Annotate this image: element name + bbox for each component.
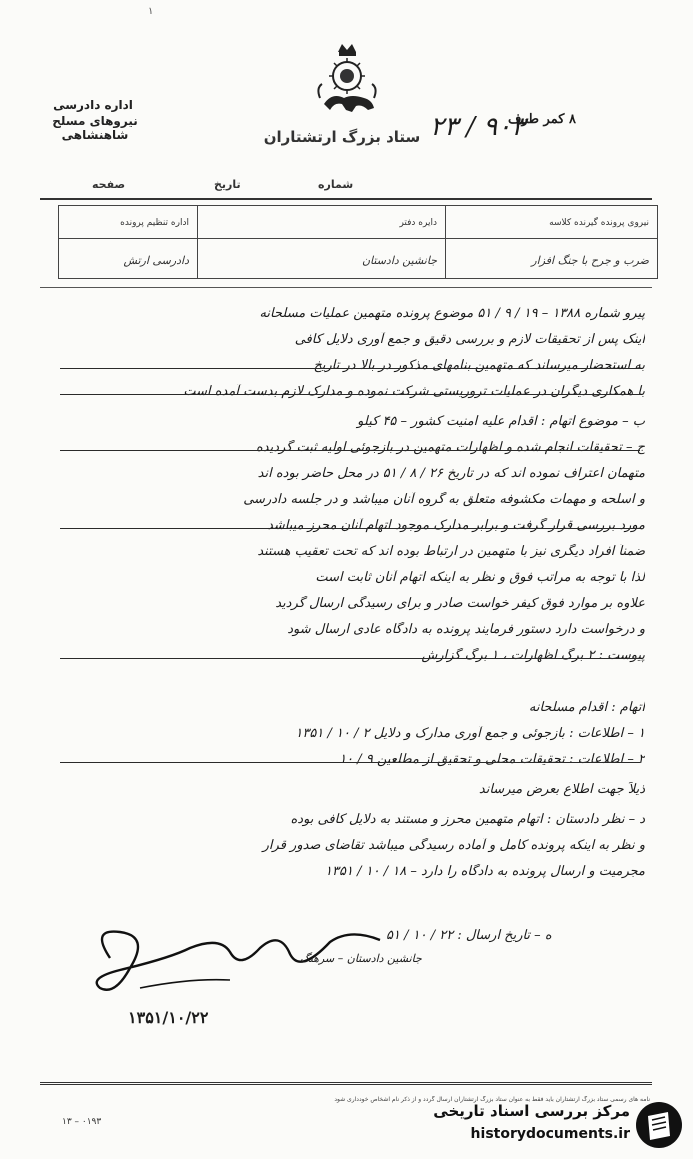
archive-logo-icon bbox=[634, 1100, 684, 1154]
strikethrough-line bbox=[60, 528, 640, 529]
body-line: ۱ – اطلاعات : بازجوئی و جمع آوری مدارک و دلایل ۲ / ۱۰ / ۱۳۵۱ bbox=[295, 726, 645, 741]
number-label: شماره bbox=[318, 178, 354, 191]
strikethrough-line bbox=[60, 394, 640, 395]
watermark-url: historydocuments.ir bbox=[470, 1126, 630, 1142]
table-cell: دادرسی ارتش bbox=[123, 254, 189, 267]
table-cell: اداره تنظیم پرونده bbox=[120, 218, 189, 228]
watermark-title: مرکز بررسی اسناد تاریخی bbox=[433, 1102, 630, 1120]
table-cell: جانشین دادستان bbox=[361, 254, 437, 267]
strikethrough-line bbox=[60, 658, 640, 659]
body-line: علاوه بر موارد فوق کیفر خواست صادر و برای رسیدگی ارسال گردید bbox=[275, 596, 645, 611]
signature-date: ۱۳۵۱/۱۰/۲۲ bbox=[128, 1008, 209, 1027]
strikethrough-line bbox=[60, 762, 640, 763]
closing-line: ه – تاریخ ارسال : ۲۲ / ۱۰ / ۵۱ bbox=[386, 928, 552, 943]
strikethrough-line bbox=[60, 368, 640, 369]
table-cell: دایره دفتر bbox=[399, 218, 437, 228]
table-cell: نیروی پرونده گیرنده کلاسه bbox=[549, 218, 649, 228]
body-line: ب – موضوع اتهام : اقدام علیه امنیت کشور – ۴۵ کیلو bbox=[357, 414, 645, 429]
table-cell: ضرب و جرح با جنگ افزار bbox=[531, 254, 649, 267]
page-label: صفحه bbox=[92, 178, 126, 191]
signature-title: جانشین دادستان – سرهنگ bbox=[300, 952, 422, 965]
body-line: و اسلحه و مهمات مکشوفه متعلق به گروه آنان میباشد و در جلسه دادرسی bbox=[243, 492, 645, 507]
watermark bbox=[408, 1098, 688, 1154]
body-line: لذا با توجه به مراتب فوق و نظر به اینکه اتهام آنان ثابت است bbox=[315, 570, 645, 585]
department-title: اداره دادرسی bbox=[53, 98, 133, 112]
body-line: ذیلاً جهت اطلاع بعرض میرساند bbox=[478, 782, 645, 797]
body-line: مورد بررسی قرار گرفت و برابر مدارک موجود اتهام آنان محرز میباشد bbox=[267, 518, 645, 533]
classification-stamp: ۸ کمر طرف bbox=[508, 112, 576, 127]
forces-title: نیروهای مسلح شاهنشاهی bbox=[52, 114, 138, 142]
body-line: با همکاری دیگران در عملیات تروریستی شرکت نموده و مدارک لازم بدست آمده است bbox=[183, 384, 645, 399]
body-line: پیوست : ۲ برگ اظهارات ، ۱ برگ گزارش bbox=[421, 648, 645, 663]
body-line: مجرمیت و ارسال پرونده به دادگاه را دارد – ۱۸ / ۱۰ / ۱۳۵۱ bbox=[325, 864, 645, 879]
date-label: تاریخ bbox=[214, 178, 241, 191]
signature bbox=[80, 918, 420, 1012]
body-line: ضمناً افراد دیگری نیز با متهمین در ارتباط بوده اند که تحت تعقیب هستند bbox=[257, 544, 645, 559]
body-line: اتهام : اقدام مسلحانه bbox=[528, 700, 645, 715]
header-rule bbox=[40, 198, 652, 200]
body-line: ج – تحقیقات انجام شده و اظهارات متهمین در بازجوئی اولیه ثبت گردیده bbox=[255, 440, 645, 455]
corner-mark: ۱ bbox=[148, 6, 154, 17]
body-line: ۲ – اطلاعات : تحقیقات محلی و تحقیق از مطلعین ۹ / ۱۰ bbox=[339, 752, 645, 767]
footer-rule bbox=[40, 1082, 652, 1085]
form-number: ۱۳ – ۰۱۹۳ bbox=[62, 1117, 102, 1127]
strikethrough-line bbox=[60, 450, 640, 451]
lion-and-sun-emblem bbox=[312, 38, 382, 122]
body-line: پیرو شماره ۱۳۸۸ – ۱۹ / ۹ / ۵۱ موضوع پرونده متهمین عملیات مسلحانه bbox=[259, 306, 645, 321]
army-staff-title: ستاد بزرگ ارتشتاران bbox=[263, 128, 421, 146]
routing-table bbox=[58, 205, 658, 279]
table-bottom-rule bbox=[40, 287, 652, 288]
body-line: به استحضار میرساند که متهمین بنامهای مذکور در بالا در تاریخ bbox=[313, 358, 645, 373]
body-line: و درخواست دارد دستور فرمایند پرونده به دادگاه عادی ارسال شود bbox=[287, 622, 645, 637]
footer-note: نامه های رسمی ستاد بزرگ ارتشتاران باید فقط به عنوان ستاد بزرگ ارتشتاران ارسال گردد و از ذکر نام اشخاص خودداری شود bbox=[334, 1096, 650, 1103]
body-line: د – نظر دادستان : اتهام متهمین محرز و مستند به دلایل کافی بوده bbox=[290, 812, 645, 827]
handwritten-reference: ۹۰۳ / ۲۳ bbox=[430, 112, 526, 142]
body-line: اینک پس از تحقیقات لازم و بررسی دقیق و جمع آوری دلایل کافی bbox=[294, 332, 645, 347]
body-line: و نظر به اینکه پرونده کامل و آماده رسیدگی میباشد تقاضای صدور قرار bbox=[262, 838, 645, 853]
body-line: متهمان اعتراف نموده اند که در تاریخ ۲۶ / ۸ / ۵۱ در محل حاضر بوده اند bbox=[257, 466, 645, 481]
